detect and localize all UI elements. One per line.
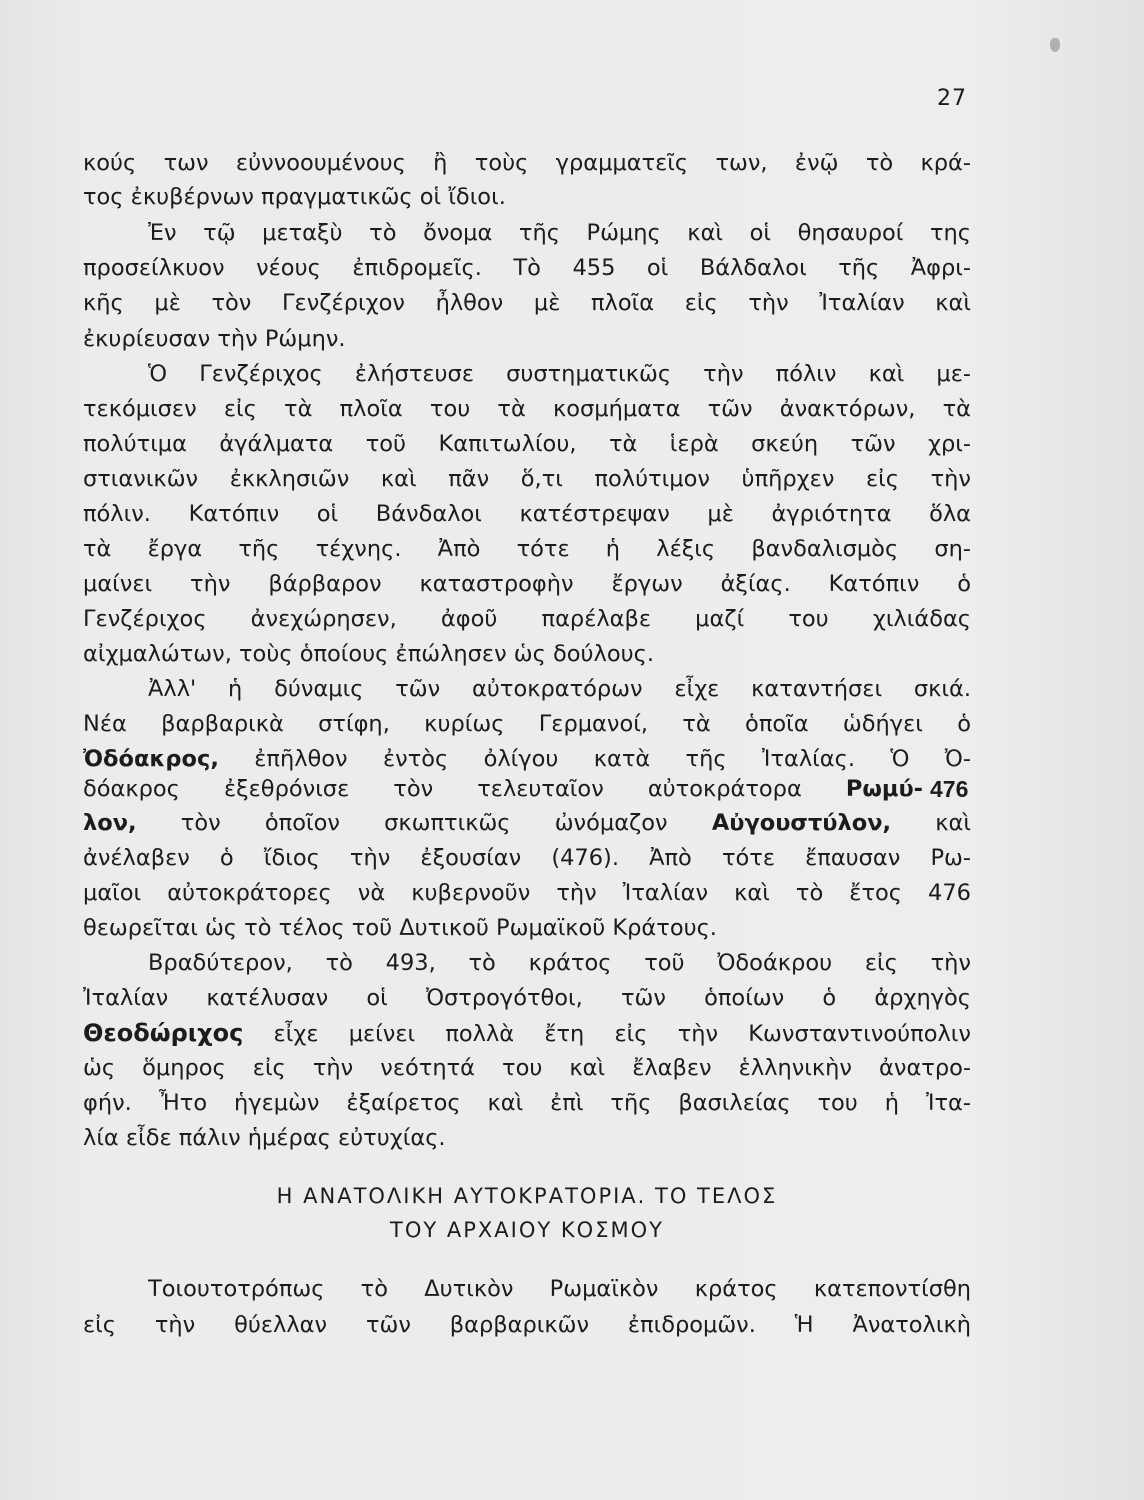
text-line-29: λία εἶδε πάλιν ἡμέρας εὐτυχίας. <box>83 1125 446 1151</box>
text-line-10: στιανικῶν ἐκκλησιῶν καὶ πᾶν ὅ,τι πολύτιμον ὑπῆρχεν εἰς τὴν <box>83 466 971 492</box>
text-line-16: Ἀλλ' ἡ δύναμις τῶν αὐτοκρατόρων εἶχε καταντήσει σκιά. <box>148 676 971 702</box>
section-text-line-1: Τοιουτοτρόπως τὸ Δυτικὸν Ρωμαϊκὸν κράτος κατεποντίσθη <box>148 1276 971 1302</box>
text-line-24: Βραδύτερον, τὸ 493, τὸ κράτος τοῦ Ὀδοάκρου εἰς τὴν <box>148 950 971 976</box>
text-line-20 <box>83 806 971 840</box>
section-heading-line-2: ΤΟΥ ΑΡΧΑΙΟΥ ΚΟΣΜΟΥ <box>390 1218 664 1242</box>
page-number: 27 <box>937 86 967 111</box>
text-line-13: μαίνει τὴν βάρβαρον καταστροφὴν ἔργων ἀξίας. Κατόπιν ὁ <box>83 571 971 597</box>
text-line-7: Ὁ Γενζέριχος ἐλήστευσε συστηματικῶς τὴν πόλιν καὶ με- <box>148 361 971 387</box>
text-line-28: φήν. Ἦτο ἡγεμὼν ἐξαίρετος καὶ ἐπὶ τῆς βασιλείας του ἡ Ἰτα- <box>83 1090 971 1116</box>
text-line-21: ἀνέλαβεν ὁ ἴδιος τὴν ἐξουσίαν (476). Ἀπὸ τότε ἔπαυσαν Ρω- <box>83 845 971 871</box>
text-line-3: Ἐν τῷ μεταξὺ τὸ ὄνομα τῆς Ρώμης καὶ οἱ θησαυροί της <box>148 220 971 246</box>
text-line-15: αἰχμαλώτων, τοὺς ὁποίους ἐπώλησεν ὡς δούλους. <box>83 641 655 667</box>
bold-name-romylon-start: λον, <box>83 810 137 836</box>
text-line-18-rest: ἐπῆλθον ἐντὸς ὀλίγου κατὰ τῆς Ἰταλίας. Ὁ Ὀ- <box>254 746 971 772</box>
text-line-26-rest: εἶχε μείνει πολλὰ ἔτη εἰς τὴν Κωνσταντινούπολιν <box>273 1021 971 1047</box>
text-line-1: κούς των εὐννοουμένους ἢ τοὺς γραμματεῖς των, ἐνῷ τὸ κρά- <box>83 150 971 176</box>
section-heading-line-1: Η ΑΝΑΤΟΛΙΚΗ ΑΥΤΟΚΡΑΤΟΡΙΑ. ΤΟ ΤΕΛΟΣ <box>276 1184 778 1208</box>
text-line-20-text: τὸν ὁποῖον σκωπτικῶς ὠνόμαζον <box>180 810 668 836</box>
text-line-4: προσείλκυον νέους ἐπιδρομεῖς. Τὸ 455 οἱ Βάλδαλοι τῆς Ἀφρι- <box>83 255 971 281</box>
bold-name-romylon-end: Ρωμύ- <box>845 776 923 802</box>
text-line-19-text: δόακρος ἐξεθρόνισε τὸν τελευταῖον αὐτοκράτορα <box>83 776 802 802</box>
bold-name-theodorichos: Θεοδώριχος <box>83 1019 244 1047</box>
text-line-20-end: καὶ <box>935 810 972 836</box>
text-line-2: τος ἐκυβέρνων πραγματικῶς οἱ ἴδιοι. <box>83 184 506 210</box>
text-line-11: πόλιν. Κατόπιν οἱ Βάνδαλοι κατέστρεψαν μὲ ἀγριότητα ὅλα <box>83 501 971 527</box>
text-line-19 <box>83 772 923 806</box>
text-line-27: ὡς ὅμηρος εἰς τὴν νεότητά του καὶ ἔλαβεν ἑλληνικὴν ἀνατρο- <box>83 1055 971 1081</box>
bold-name-odoakros: Ὀδόακρος, <box>83 746 219 772</box>
text-line-26 <box>83 1016 971 1050</box>
text-line-9: πολύτιμα ἀγάλματα τοῦ Καπιτωλίου, τὰ ἱερὰ σκεύη τῶν χρι- <box>83 431 971 457</box>
text-line-18 <box>83 742 971 776</box>
text-line-8: τεκόμισεν εἰς τὰ πλοῖα του τὰ κοσμήματα τῶν ἀνακτόρων, τὰ <box>83 396 971 422</box>
text-line-25: Ἰταλίαν κατέλυσαν οἱ Ὀστρογότθοι, τῶν ὁποίων ὁ ἀρχηγὸς <box>83 985 971 1011</box>
text-line-14: Γενζέριχος ἀνεχώρησεν, ἀφοῦ παρέλαβε μαζί του χιλιάδας <box>83 606 971 632</box>
section-text-line-2: εἰς τὴν θύελλαν τῶν βαρβαρικῶν ἐπιδρομῶν. Ἡ Ἀνατολικὴ <box>83 1312 971 1338</box>
text-line-23: θεωρεῖται ὡς τὸ τέλος τοῦ Δυτικοῦ Ρωμαϊκοῦ Κράτους. <box>83 915 717 941</box>
text-line-22: μαῖοι αὐτοκράτορες νὰ κυβερνοῦν τὴν Ἰταλίαν καὶ τὸ ἔτος 476 <box>83 880 971 906</box>
text-line-5: κῆς μὲ τὸν Γενζέριχον ἦλθον μὲ πλοῖα εἰς τὴν Ἰταλίαν καὶ <box>83 290 971 316</box>
text-line-6: ἐκυρίευσαν τὴν Ρώμην. <box>83 326 346 352</box>
bold-name-augustulon: Αὐγουστύλον, <box>711 810 892 836</box>
ink-smudge <box>1050 38 1060 52</box>
text-line-17: Νέα βαρβαρικὰ στίφη, κυρίως Γερμανοί, τὰ ὁποῖα ὡδήγει ὁ <box>83 711 971 737</box>
margin-year-note: 476 <box>930 776 969 802</box>
text-line-12: τὰ ἔργα τῆς τέχνης. Ἀπὸ τότε ἡ λέξις βανδαλισμὸς ση- <box>83 536 971 562</box>
